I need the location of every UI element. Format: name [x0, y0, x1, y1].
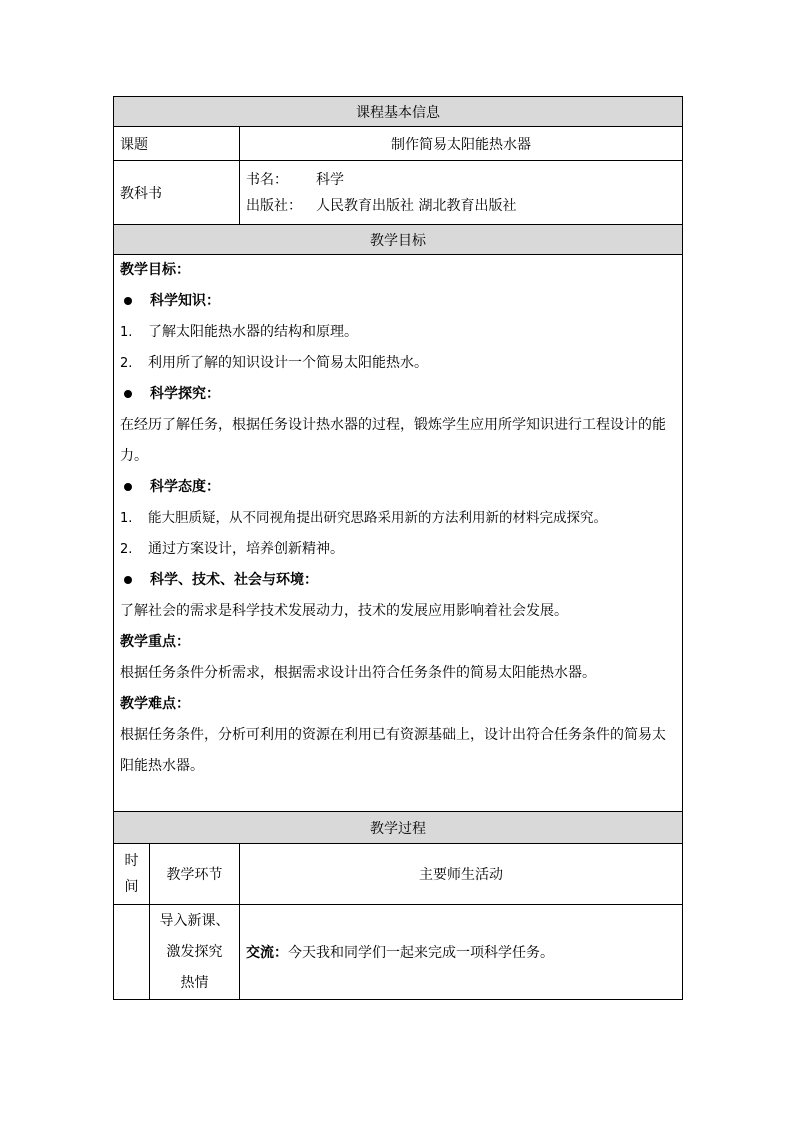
basic-info-header: 课程基本信息: [114, 97, 683, 127]
bullet-icon: [120, 379, 150, 410]
bullet-icon: [120, 565, 150, 596]
topic-label: 课题: [114, 127, 240, 161]
activity-column-header: 主要师生活动: [240, 844, 683, 905]
activity-text: 今天我和同学们一起来完成一项科学任务。: [288, 945, 554, 961]
knowledge-heading: 科学知识：: [120, 286, 676, 317]
lesson-plan-table: [113, 96, 683, 1000]
goals-content: [114, 255, 683, 812]
textbook-row: [114, 161, 683, 225]
publisher-label: 出版社：: [246, 197, 302, 214]
difficulty-heading: 教学难点：: [120, 696, 190, 712]
basic-info-header-row: [114, 97, 683, 127]
inquiry-heading: 科学探究：: [120, 379, 676, 410]
book-name-value: 科学: [316, 171, 344, 188]
book-name-label: 书名：: [246, 171, 288, 188]
goals-title: 教学目标：: [120, 262, 190, 278]
knowledge-item: 1. 了解太阳能热水器的结构和原理。: [120, 324, 358, 340]
bullet-icon: [120, 472, 150, 503]
sts-heading: 科学、技术、社会与环境：: [120, 565, 676, 596]
attitude-heading: 科学态度：: [120, 472, 676, 503]
attitude-item: 1. 能大胆质疑，从不同视角提出研究思路采用新的方法利用新的材料完成探究。: [120, 510, 607, 526]
book-name-line: [240, 167, 682, 193]
sts-text: 了解社会的需求是科学技术发展动力，技术的发展应用影响着社会发展。: [120, 603, 568, 619]
bullet-icon: [120, 286, 150, 317]
textbook-info: [240, 161, 683, 225]
inquiry-text: 在经历了解任务，根据任务设计热水器的过程，锻炼学生应用所学知识进行工程设计的能力。: [120, 417, 666, 464]
attitude-item: 2. 通过方案设计，培养创新精神。: [120, 541, 344, 557]
key-point-text: 根据任务条件分析需求，根据需求设计出符合任务条件的简易太阳能热水器。: [120, 665, 596, 681]
stage-column-header: 教学环节: [150, 844, 240, 905]
goals-header: 教学目标: [114, 225, 683, 255]
difficulty-text: 根据任务条件，分析可利用的资源在利用已有资源基础上，设计出符合任务条件的简易太阳能热水器。: [120, 727, 666, 774]
goals-content-row: [114, 255, 683, 812]
goals-header-row: [114, 225, 683, 255]
process-columns-row: [114, 844, 683, 905]
publisher-value: 人民教育出版社 湖北教育出版社: [316, 197, 517, 214]
stage-cell: 导入新课、 激发探究 热情: [150, 905, 240, 1000]
topic-row: [114, 127, 683, 161]
topic-value: 制作简易太阳能热水器: [240, 127, 683, 161]
textbook-label: 教科书: [114, 161, 240, 225]
knowledge-item: 2. 利用所了解的知识设计一个简易太阳能热水。: [120, 355, 428, 371]
time-cell: [114, 905, 150, 1000]
process-header: 教学过程: [114, 812, 683, 844]
key-point-heading: 教学重点：: [120, 634, 190, 650]
time-column-header: 时 间: [114, 844, 150, 905]
process-row: [114, 905, 683, 1000]
publisher-line: [240, 193, 682, 219]
activity-cell: [240, 905, 683, 1000]
process-header-row: [114, 812, 683, 844]
activity-label: 交流：: [246, 945, 288, 961]
